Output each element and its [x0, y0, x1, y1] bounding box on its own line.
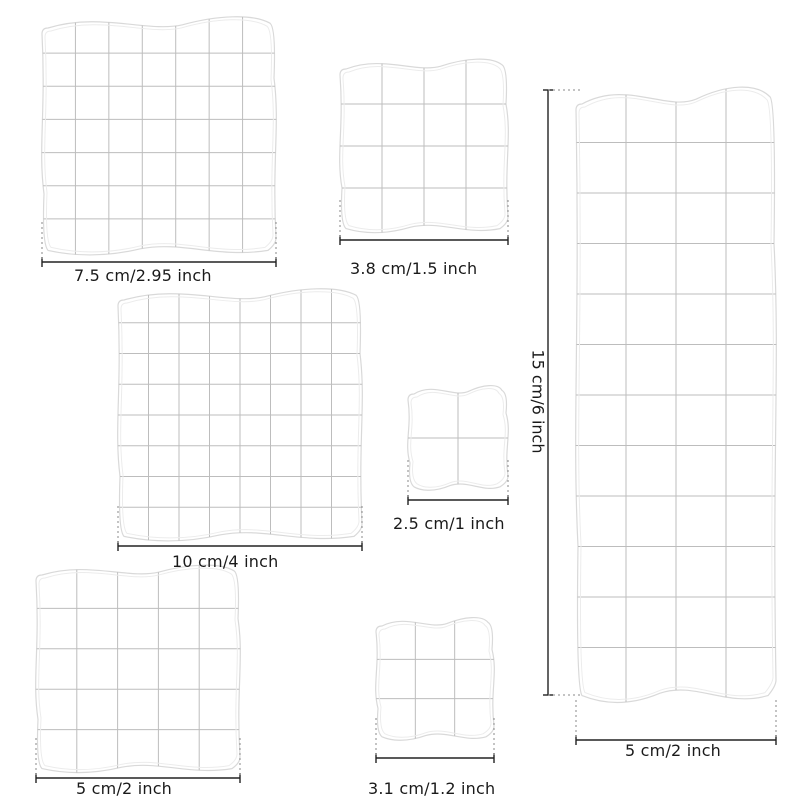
block-3-1cm-label: 3.1 cm/1.2 inch	[368, 779, 496, 798]
block-5cm-body	[36, 565, 241, 772]
tall-block-width-label: 5 cm/2 inch	[625, 741, 722, 760]
block-3-8cm-label: 3.8 cm/1.5 inch	[350, 259, 478, 278]
block-5cm	[16, 548, 260, 790]
block-2-5cm-grid	[388, 368, 528, 508]
block-10cm-label: 10 cm/4 inch	[172, 552, 279, 571]
block-2-5cm-label: 2.5 cm/1 inch	[393, 514, 505, 533]
block-7-5cm	[22, 0, 296, 272]
block-3-8cm	[320, 42, 528, 250]
block-3-1cm-body	[376, 618, 495, 741]
block-5cm-label: 5 cm/2 inch	[76, 779, 173, 798]
tall-block-height-label: 15 cm/6 inch	[528, 349, 548, 454]
tall-block	[556, 72, 796, 718]
block-10cm	[98, 272, 382, 558]
block-7-5cm-label: 7.5 cm/2.95 inch	[74, 266, 212, 285]
block-2-5cm	[388, 368, 528, 508]
dim-tall-width	[576, 700, 776, 745]
block-3-1cm	[356, 600, 514, 758]
